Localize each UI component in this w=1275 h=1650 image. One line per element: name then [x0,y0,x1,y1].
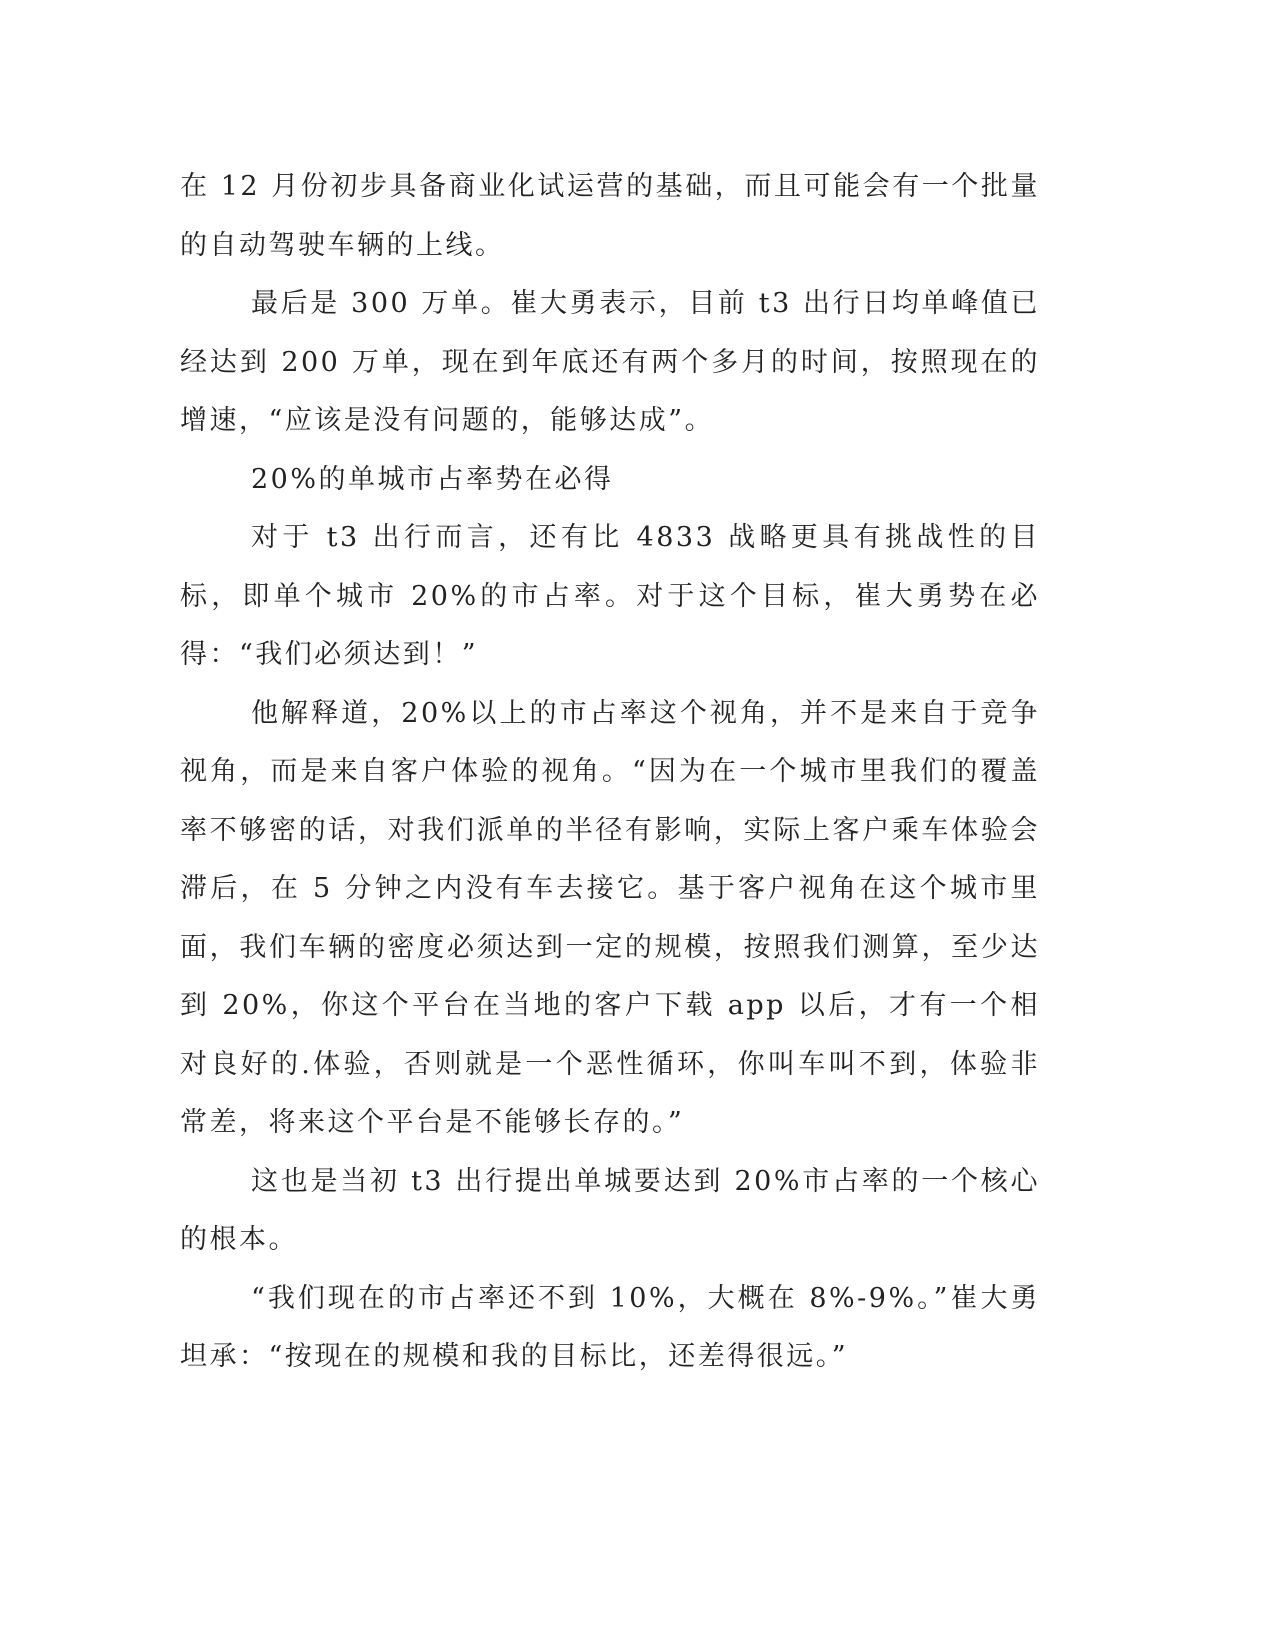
paragraph-1: 在 12 月份初步具备商业化试运营的基础，而且可能会有一个批量的自动驾驶车辆的上线。 [180,171,1040,261]
paragraph-4: 他解释道，20%以上的市占率这个视角，并不是来自于竞争视角，而是来自客户体验的视角。“因为在一个城市里我们的覆盖率不够密的话，对我们派单的半径有影响，实际上客户乘车体验会滞后，在 5 分钟之内没有车去接它。基于客户视角在这个城市里面，我们车辆的密度必须达到一定的规模，按照我们测算，至少达到 20%，你这个平台在当地的客户下载 app 以后，才有一个相对良好的.体验，否则就是一个恶性循环，你叫车叫不到，体验非常差，将来这个平台是不能够长存的。” [180,697,1040,1138]
paragraph-2: 最后是 300 万单。崔大勇表示，目前 t3 出行日均单峰值已经达到 200 万单，现在到年底还有两个多月的时间，按照现在的增速，“应该是没有问题的，能够达成”。 [180,288,1040,436]
document-body [180,158,1040,1387]
paragraph-3: 对于 t3 出行而言，还有比 4833 战略更具有挑战性的目标，即单个城市 20%的市占率。对于这个目标，崔大勇势在必得：“我们必须达到！” [180,522,1040,670]
paragraph-6: “我们现在的市占率还不到 10%，大概在 8%-9%。”崔大勇坦承：“按现在的规模和我的目标比，还差得很远。” [180,1282,1040,1372]
section-heading: 20%的单城市占率势在必得 [251,463,614,495]
paragraph-5: 这也是当初 t3 出行提出单城要达到 20%市占率的一个核心的根本。 [180,1165,1040,1255]
